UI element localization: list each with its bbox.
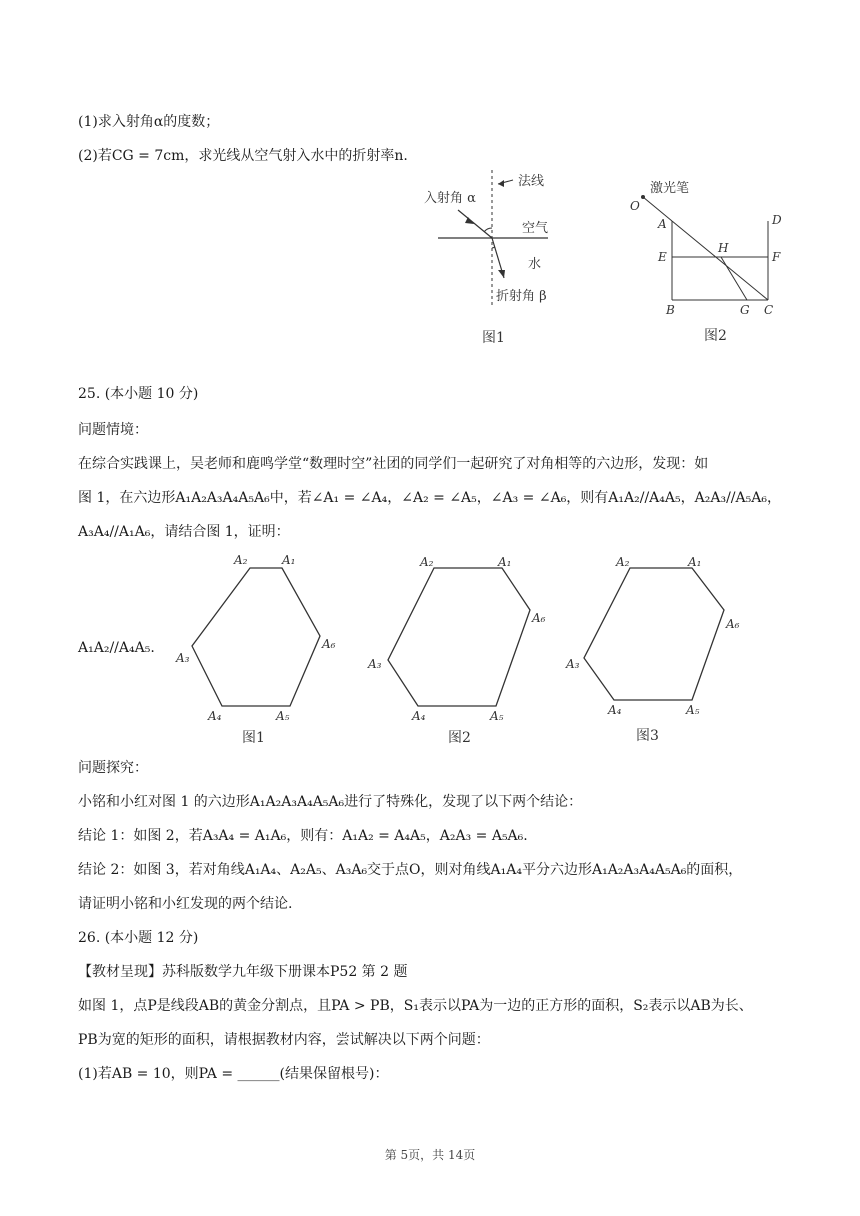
q25-situation-label: 问题情境： xyxy=(78,422,148,438)
label-laser: 激光笔 xyxy=(650,181,690,196)
svg-text:A₁: A₁ xyxy=(688,555,702,569)
q25-line5: 小铭和小红对图 1 的六边形A₁A₂A₃A₄A₅A₆进行了特殊化，发现了以下两个结论： xyxy=(78,794,583,810)
hexagon-figure-3 xyxy=(564,550,754,750)
svg-text:A₃: A₃ xyxy=(368,657,382,671)
point-G: G xyxy=(740,303,750,317)
svg-text:图1: 图1 xyxy=(242,730,265,746)
label-air: 空气 xyxy=(522,221,549,236)
q26-line2: 如图 1，点P是线段AB的黄金分割点，且PA > PB，S₁表示以PA为一边的正方形的面积，S₂表示以AB为长、 xyxy=(78,998,753,1014)
svg-text:图2: 图2 xyxy=(448,730,471,746)
svg-text:A₂: A₂ xyxy=(234,553,248,567)
point-B: B xyxy=(666,303,675,317)
q24-part2: (2)若CG = 7cm，求光线从空气射入水中的折射率n. xyxy=(78,148,408,164)
svg-text:A₂: A₂ xyxy=(420,555,434,569)
q25-line8: 请证明小铭和小红发现的两个结论. xyxy=(78,896,293,912)
hexagon-figure-2 xyxy=(364,550,554,750)
svg-text:A₆: A₆ xyxy=(322,637,336,651)
svg-text:A₄: A₄ xyxy=(208,709,222,723)
label-normal: 法线 xyxy=(518,174,545,189)
svg-text:A₁: A₁ xyxy=(282,553,296,567)
q25-header: 25. (本小题 10 分) xyxy=(78,386,199,402)
q26-line3: PB为宽的矩形的面积，请根据教材内容，尝试解决以下两个问题： xyxy=(78,1032,490,1048)
q24-part1: (1)求入射角α的度数； xyxy=(78,114,220,130)
caption-fig2: 图2 xyxy=(704,328,727,344)
point-H: H xyxy=(718,241,729,255)
point-D: D xyxy=(772,213,782,227)
hexagon-figure-1 xyxy=(172,550,352,750)
svg-text:A₆: A₆ xyxy=(726,617,740,631)
point-O: O xyxy=(630,199,640,213)
q26-line4: (1)若AB = 10，则PA = ______(结果保留根号)： xyxy=(78,1066,389,1082)
q25-line1: 在综合实践课上，吴老师和鹿鸣学堂“数理时空”社团的同学们一起研究了对角相等的六边形，发现：如 xyxy=(78,456,709,472)
svg-text:A₅: A₅ xyxy=(490,709,504,723)
svg-text:A₃: A₃ xyxy=(566,657,580,671)
svg-text:A₅: A₅ xyxy=(686,703,700,717)
q25-line6: 结论 1：如图 2，若A₃A₄ = A₁A₆，则有：A₁A₂ = A₄A₅，A₂A₃ = A₅A₆. xyxy=(78,828,528,844)
caption-fig1: 图1 xyxy=(482,330,505,346)
q26-header: 26. (本小题 12 分) xyxy=(78,930,199,946)
svg-text:A₄: A₄ xyxy=(412,709,426,723)
q26-line1: 【教材呈现】苏科版数学九年级下册课本P52 第 2 题 xyxy=(78,964,408,980)
svg-text:A₁: A₁ xyxy=(498,555,512,569)
label-water: 水 xyxy=(528,257,542,272)
q25-line4: A₁A₂//A₄A₅. xyxy=(78,640,155,656)
svg-text:A₃: A₃ xyxy=(176,651,190,665)
point-C: C xyxy=(764,303,774,317)
q25-line7: 结论 2：如图 3，若对角线A₁A₄、A₂A₅、A₃A₆交于点O，则对角线A₁A₄平分六边形A₁A₂A₃A₄A₅A₆的面积， xyxy=(78,862,743,878)
svg-text:图3: 图3 xyxy=(636,728,659,744)
label-incidence: 入射角 α xyxy=(424,191,476,206)
point-E: E xyxy=(658,250,667,264)
label-refraction: 折射角 β xyxy=(496,289,547,304)
point-A: A xyxy=(658,217,667,231)
light-refraction-figure-1 xyxy=(418,170,568,350)
q25-explore-label: 问题探究： xyxy=(78,760,148,776)
q25-line3: A₃A₄//A₁A₆，请结合图 1，证明： xyxy=(78,524,290,540)
svg-text:A₂: A₂ xyxy=(616,555,630,569)
point-F: F xyxy=(772,250,781,264)
q25-line2: 图 1，在六边形A₁A₂A₃A₄A₅A₆中，若∠A₁ = ∠A₄，∠A₂ = ∠A₅，∠A₃ = ∠A₆，则有A₁A₂//A₄A₅，A₂A₃//A₅A₆， xyxy=(78,490,781,506)
page-footer: 第 5页，共 14页 xyxy=(384,1148,476,1162)
svg-text:A₅: A₅ xyxy=(276,709,290,723)
light-refraction-figure-2 xyxy=(622,176,792,348)
svg-text:A₄: A₄ xyxy=(608,703,622,717)
svg-text:A₆: A₆ xyxy=(532,611,546,625)
